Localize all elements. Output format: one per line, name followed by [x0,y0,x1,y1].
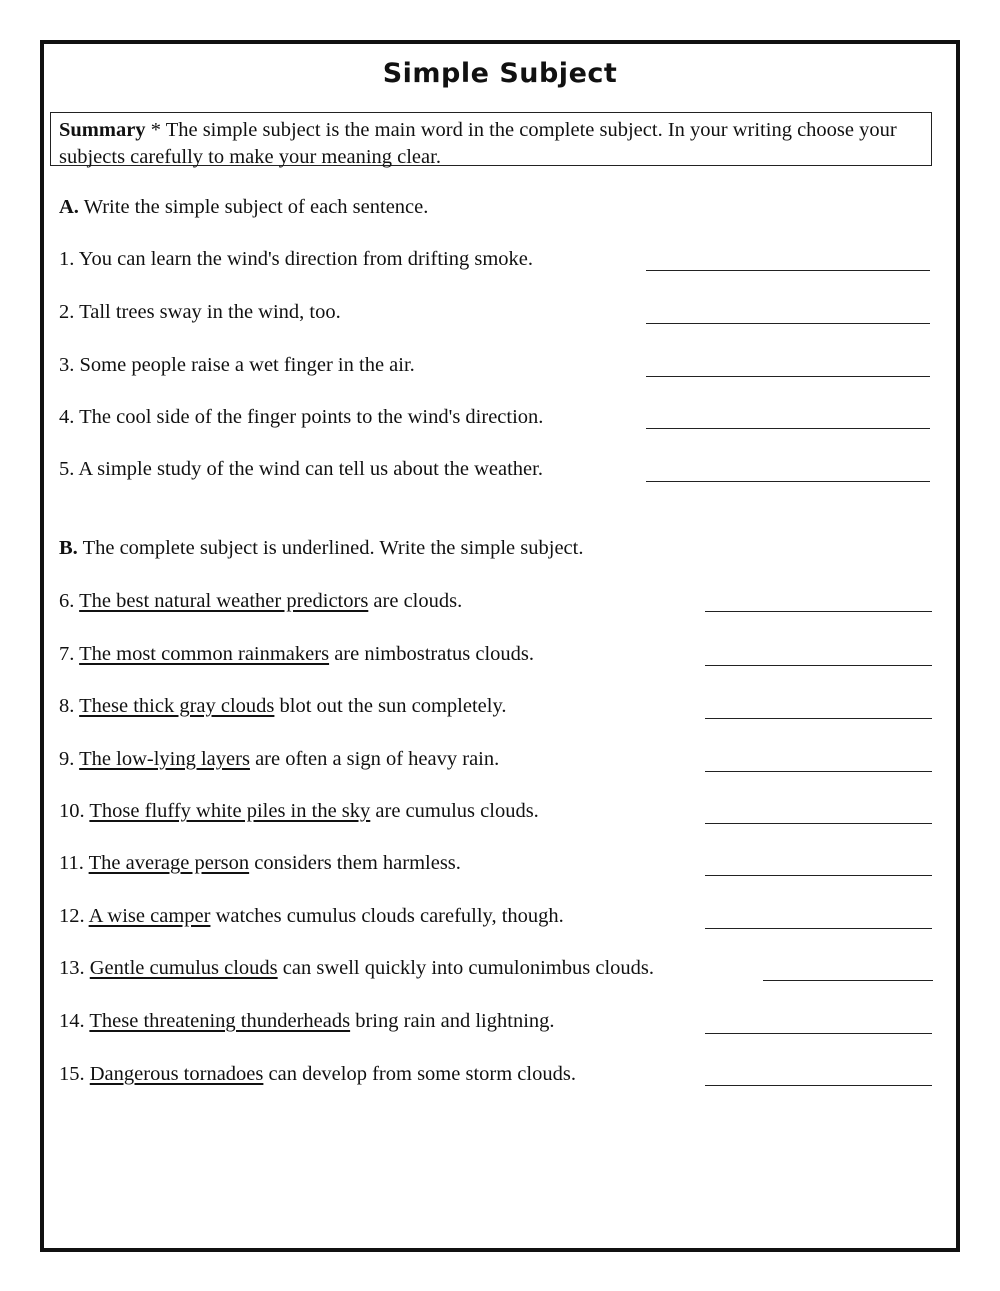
page-title: Simple Subject [382,58,618,89]
question-number: 15. [59,1063,90,1085]
complete-subject: The low-lying layers [79,748,250,770]
predicate-text: considers them harmless. [249,852,461,874]
question-number: 12. [59,905,89,927]
question-number: 1. [59,248,79,270]
question-3 [59,354,415,377]
question-text: You can learn the wind's direction from drifting smoke. [78,248,533,270]
question-number: 2. [59,301,80,323]
complete-subject: Gentle cumulus clouds [89,957,278,979]
question-number: 13. [59,957,90,979]
predicate-text: are often a sign of heavy rain. [249,748,500,770]
question-number: 11. [59,852,89,874]
answer-blank-13[interactable] [763,980,933,981]
question-1 [59,248,533,271]
question-2 [59,301,341,324]
complete-subject: Dangerous tornadoes [89,1063,264,1085]
predicate-text: watches cumulus clouds carefully, though. [210,905,564,927]
complete-subject: These thick gray clouds [79,695,275,717]
question-12 [59,905,564,928]
section-b-text: The complete subject is underlined. Write the simple subject. [77,537,584,559]
question-number: 8. [59,695,80,717]
answer-blank-9[interactable] [705,771,932,772]
predicate-text: are cumulus clouds. [370,800,539,822]
answer-blank-4[interactable] [646,428,930,429]
question-number: 10. [59,800,90,822]
summary-label: Summary [59,119,146,141]
predicate-text: blot out the sun completely. [274,695,507,717]
question-number: 3. [59,354,80,376]
section-b-instruction [59,537,583,560]
question-14 [59,1010,555,1033]
question-13 [59,957,654,980]
section-a-text: Write the simple subject of each sentence. [78,196,429,218]
question-11 [59,852,461,875]
answer-blank-2[interactable] [646,323,930,324]
predicate-text: can develop from some storm clouds. [263,1063,576,1085]
question-text: The cool side of the finger points to the wind's direction. [79,406,544,428]
question-5 [59,458,543,481]
question-8 [59,695,507,718]
complete-subject: The average person [88,852,250,874]
summary-text: * The simple subject is the main word in the complete subject. In your writing choose your subjects carefully to make your meaning clear. [59,119,897,168]
question-text: Tall trees sway in the wind, too. [79,301,341,323]
question-number: 6. [59,590,80,612]
predicate-text: are nimbostratus clouds. [329,643,535,665]
answer-blank-12[interactable] [705,928,932,929]
complete-subject: These threatening thunderheads [89,1010,351,1032]
complete-subject: Those fluffy white piles in the sky [89,800,371,822]
answer-blank-5[interactable] [646,481,930,482]
answer-blank-11[interactable] [705,875,932,876]
question-4 [59,406,543,429]
section-a-instruction [59,196,428,219]
complete-subject: The best natural weather predictors [79,590,369,612]
question-15 [59,1063,576,1086]
predicate-text: bring rain and lightning. [350,1010,555,1032]
predicate-text: are clouds. [368,590,463,612]
answer-blank-3[interactable] [646,376,930,377]
answer-blank-8[interactable] [705,718,932,719]
answer-blank-14[interactable] [705,1033,932,1034]
question-number: 9. [59,748,80,770]
answer-blank-1[interactable] [646,270,930,271]
question-6 [59,590,462,613]
complete-subject: The most common rainmakers [79,643,330,665]
question-number: 7. [59,643,80,665]
answer-blank-7[interactable] [705,665,932,666]
predicate-text: can swell quickly into cumulonimbus clouds. [277,957,654,979]
section-a-letter: A. [59,196,79,218]
question-text: A simple study of the wind can tell us about the weather. [78,458,543,480]
complete-subject: A wise camper [88,905,211,927]
answer-blank-10[interactable] [705,823,932,824]
question-10 [59,800,539,823]
question-9 [59,748,499,771]
question-number: 4. [59,406,80,428]
summary-box [50,112,932,166]
question-text: Some people raise a wet finger in the air. [79,354,415,376]
question-number: 5. [59,458,79,480]
answer-blank-6[interactable] [705,611,932,612]
answer-blank-15[interactable] [705,1085,932,1086]
question-number: 14. [59,1010,90,1032]
question-7 [59,643,534,666]
section-b-letter: B. [59,537,78,559]
